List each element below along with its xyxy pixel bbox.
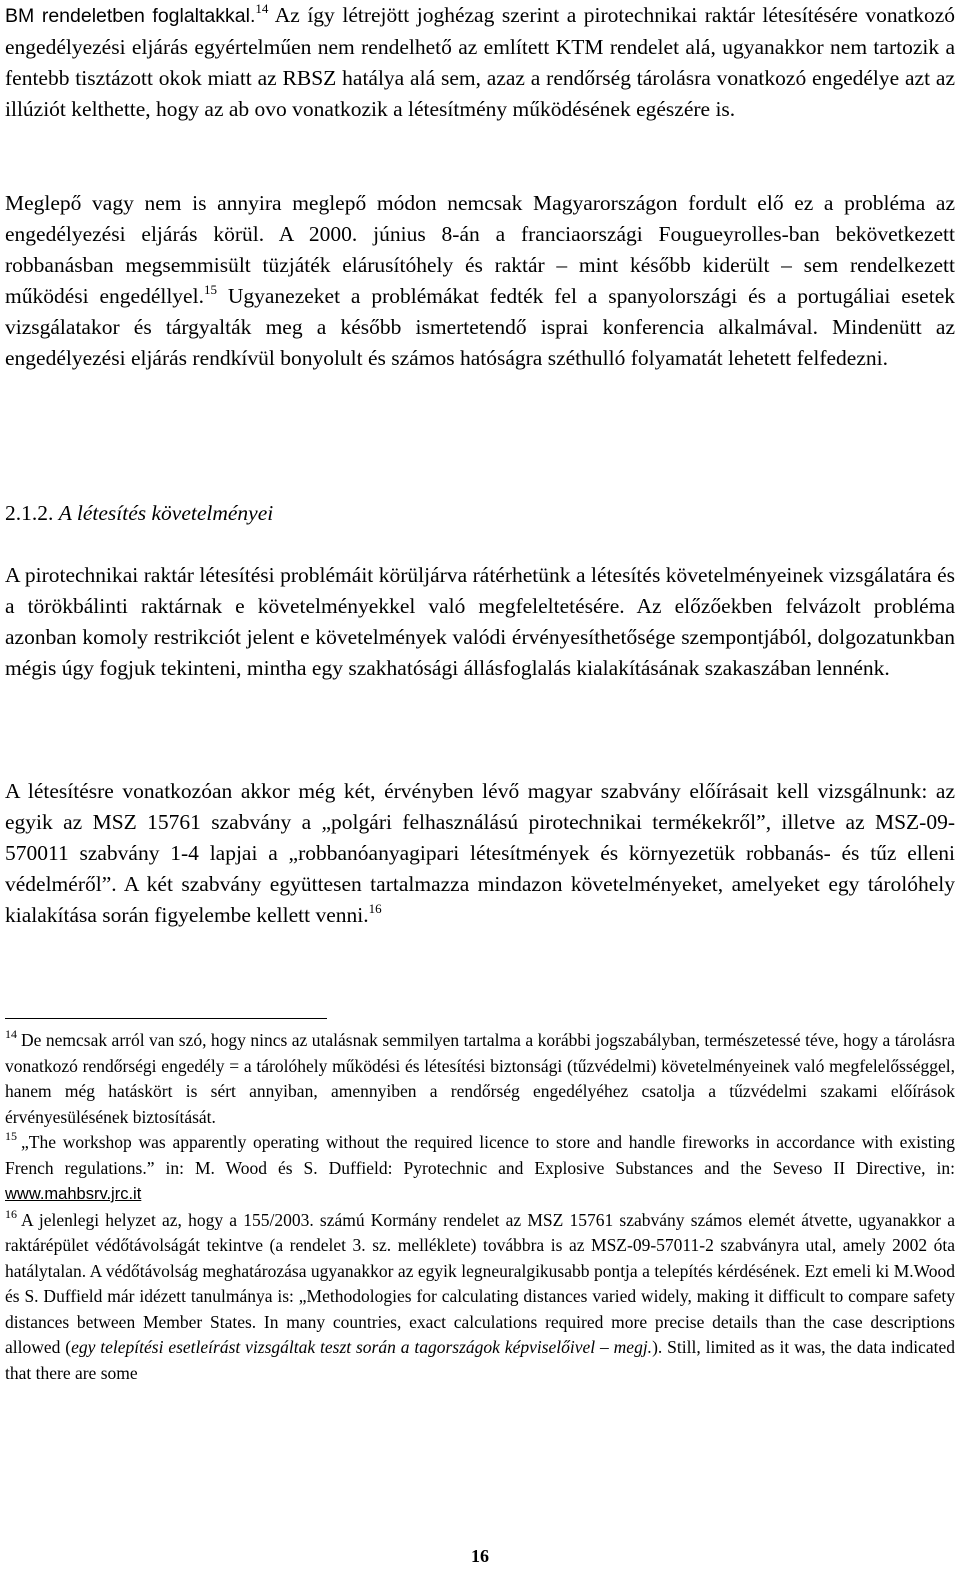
- footnote-italic-text: egy telepítési esetleírást vizsgáltak teszt során a tagországok képviselőivel – megj.: [71, 1337, 653, 1357]
- footnotes: [5, 1028, 955, 1386]
- paragraph-1-lead: BM rendeletben foglaltakkal.: [5, 5, 256, 27]
- footnote-text: De nemcsak arról van szó, hogy nincs az utalásnak semmilyen tartalma a korábbi jogszabályban, természetessé téve, hogy a tárolásra vonatkozó rendőrségi engedély = a tárolóhely működési és létesítési biztonsági (tűzvédelmi) követelményeinek való megfelelősséggel, hanem még hatáskört is sért annyiban, amennyiben a rendőrség engedélyéhez csatolja a tűzvédelmi szakami előírások érvényesülésének biztosítását.: [5, 1030, 955, 1127]
- footnote-text-tail: ). Still, limited as it was, the data indicated that there are some: [5, 1337, 955, 1383]
- paragraph-2-text: Meglepő vagy nem is annyira meglepő módon nemcsak Magyarországon fordult elő ez a probléma az engedélyezési eljárás körül. A 2000. június 8-án a franciaországi Fougueyrolles-ban bekövetkezett robbanásban megsemmisült tüzjáték elárusítóhely és raktár – mint később kiderült – sem rendelkezett működési engedéllyel.: [5, 191, 955, 308]
- footnote-ref-16[interactable]: 16: [368, 901, 382, 916]
- paragraph-3: A pirotechnikai raktár létesítési problémáit körüljárva rátérhetünk a létesítés követelményeinek vizsgálatára és a törökbálinti raktárnak e követelményekkel való megfeleltetésére. Az előzőekben felvázolt probléma azonban komoly restrikciót jelent e követelmények valódi érvényesíthetősége szempontjából, dolgozatunkban mégis úgy fogjuk tekinteni, mintha egy szakhatósági állásfoglalás kialakításának szakaszában lennénk.: [5, 563, 955, 680]
- section-number: 2.1.2.: [5, 501, 54, 525]
- paragraph-4: [5, 776, 955, 931]
- section-title: A létesítés követelményei: [58, 501, 274, 525]
- paragraph-2-text-continued: Ugyanezeket a problémákat fedték fel a spanyolországi és a portugáliai esetek vizsgálatakor és tárgyalták meg a később ismertetendő isprai konferencia alkalmával. Mindenütt az engedélyezési eljárás rendkívül bonyolult és számos hatóságra széthulló folyamatát lehetett felfedezni.: [5, 284, 955, 370]
- footnote-link[interactable]: www.mahbsrv.jrc.it: [5, 1185, 142, 1203]
- section-heading: [5, 498, 273, 529]
- footnote-text: „The workshop was apparently operating without the required licence to store and handle fireworks in accordance with existing French regulations.” in: M. Wood és S. Duffield: Pyrotechnic and Explosive Substances and the Seveso II Directive, in:: [5, 1132, 955, 1178]
- footnote-ref-14[interactable]: 14: [255, 1, 269, 16]
- page-number: 16: [471, 1546, 489, 1566]
- paragraph-1-text: Az így létrejött joghézag szerint a pirotechnikai raktár létesítésére vonatkozó engedélyezési eljárás egyértelműen nem rendelhető az említett KTM rendelet alá, ugyanakkor nem tartozik a fentebb tisztázott okok miatt az RBSZ hatálya alá sem, azaz a rendőrség tárolásra vonatkozó engedélye azt az illúziót kelthette, hogy az ab ovo vonatkozik a létesítmény működésének egészére is.: [5, 3, 955, 121]
- footnote-number: 15: [5, 1129, 17, 1143]
- footnote-ref-15[interactable]: 15: [203, 282, 217, 297]
- footnote-15: [5, 1130, 955, 1208]
- paragraph-1: [5, 0, 955, 125]
- footnote-number: 14: [5, 1027, 17, 1041]
- footnote-separator: [5, 1018, 327, 1019]
- footnote-number: 16: [5, 1206, 17, 1221]
- footnote-text: A jelenlegi helyzet az, hogy a 155/2003. számú Kormány rendelet az MSZ 15761 szabvány számos elemét átvette, ugyanakkor a raktárépület védőtávolságát tekintve (a rendelet 3. sz. melléklete) továbbra is az MSZ-09-57011-2 szabványra utal, amely 2002 óta hatálytalan. A védőtávolság meghatározása ugyanakkor az egyik legneuralgikusabb pontja a telepítés kérdésének. Ezt emeli ki M.Wood és S. Duffield már idézett tanulmánya is: „Methodologies for calculating distances varied widely, making it difficult to compare safety distances between Member States. In many countries, exact calculations required more precise details than the case descriptions allowed (: [5, 1209, 955, 1357]
- paragraph-2: [5, 188, 955, 374]
- footnote-16: [5, 1208, 955, 1387]
- paragraph-4-text: A létesítésre vonatkozóan akkor még két, érvényben lévő magyar szabvány előírásait kell vizsgálnunk: az egyik az MSZ 15761 szabvány a „polgári felhasználású pirotechnikai termékekről”, illetve az MSZ-09-570011 szabvány 1-4 lapjai a „robbanóanyagipari létesítmények és környezetük robbanás- és tűz elleni védelméről”. A két szabvány együttesen tartalmazza mindazon követelményeket, amelyeket egy tárolóhely kialakítása során figyelembe kellett venni.: [5, 779, 955, 927]
- footnote-14: [5, 1028, 955, 1130]
